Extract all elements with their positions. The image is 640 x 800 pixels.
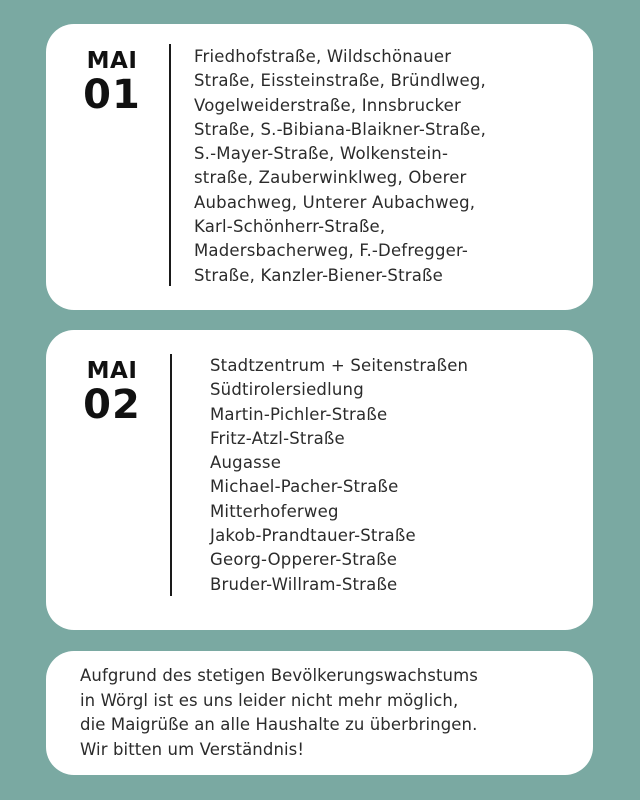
date-block (76, 48, 148, 116)
date-month: MAI (86, 48, 138, 74)
street-list-line: Madersbacherweg, F.-Defregger- (194, 241, 469, 261)
street-list-line: Südtirolersiedlung (210, 380, 364, 400)
date-day: 02 (83, 382, 141, 428)
divider-line (170, 354, 172, 596)
street-list-line: Michael-Pacher-Straße (210, 477, 399, 497)
date-block (76, 358, 148, 426)
street-list (194, 45, 574, 288)
notice-card (46, 651, 593, 775)
street-list-line: Stadtzentrum + Seitenstraßen (210, 356, 469, 375)
street-list-line: Friedhofstraße, Wildschönauer (194, 47, 452, 66)
divider-line (169, 44, 171, 286)
notice-text (80, 664, 580, 762)
street-list (210, 354, 580, 597)
street-list-line: Bruder-Willram-Straße (210, 574, 398, 594)
date-month: MAI (86, 358, 138, 384)
schedule-card-may-02 (46, 330, 593, 630)
street-list-line: S.-Mayer-Straße, Wolkenstein- (194, 144, 449, 164)
street-list-line: Karl-Schönherr-Straße, (194, 217, 386, 237)
notice-line: die Maigrüße an alle Haushalte zu überbringen. (80, 715, 478, 734)
street-list-line: Straße, S.-Bibiana-Blaikner-Straße, (194, 119, 487, 139)
street-list-line: straße, Zauberwinklweg, Oberer (194, 168, 467, 188)
street-list-line: Aubachweg, Unterer Aubachweg, (194, 192, 476, 212)
street-list-line: Mitterhoferweg (210, 501, 339, 521)
street-list-line: Vogelweiderstraße, Innsbrucker (194, 95, 462, 115)
street-list-line: Georg-Opperer-Straße (210, 550, 398, 570)
notice-line: Aufgrund des stetigen Bevölkerungswachstums (80, 666, 478, 685)
street-list-line: Straße, Kanzler-Biener-Straße (194, 265, 443, 285)
street-list-line: Martin-Pichler-Straße (210, 404, 388, 424)
street-list-line: Jakob-Prandtauer-Straße (210, 526, 416, 546)
street-list-line: Augasse (210, 453, 282, 473)
notice-line: Wir bitten um Verständnis! (80, 739, 305, 759)
date-day: 01 (83, 72, 141, 118)
notice-line: in Wörgl ist es uns leider nicht mehr möglich, (80, 690, 459, 710)
street-list-line: Straße, Eissteinstraße, Bründlweg, (194, 71, 486, 91)
schedule-card-may-01 (46, 24, 593, 310)
street-list-line: Fritz-Atzl-Straße (210, 428, 345, 448)
